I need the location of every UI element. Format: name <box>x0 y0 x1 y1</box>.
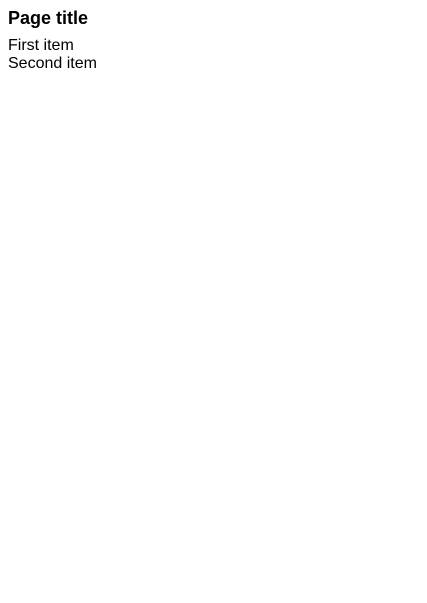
item-list <box>8 37 419 73</box>
page-title: Page title <box>8 8 89 28</box>
list-item[interactable]: First item <box>8 37 74 54</box>
list-item[interactable]: Second item <box>8 55 97 72</box>
